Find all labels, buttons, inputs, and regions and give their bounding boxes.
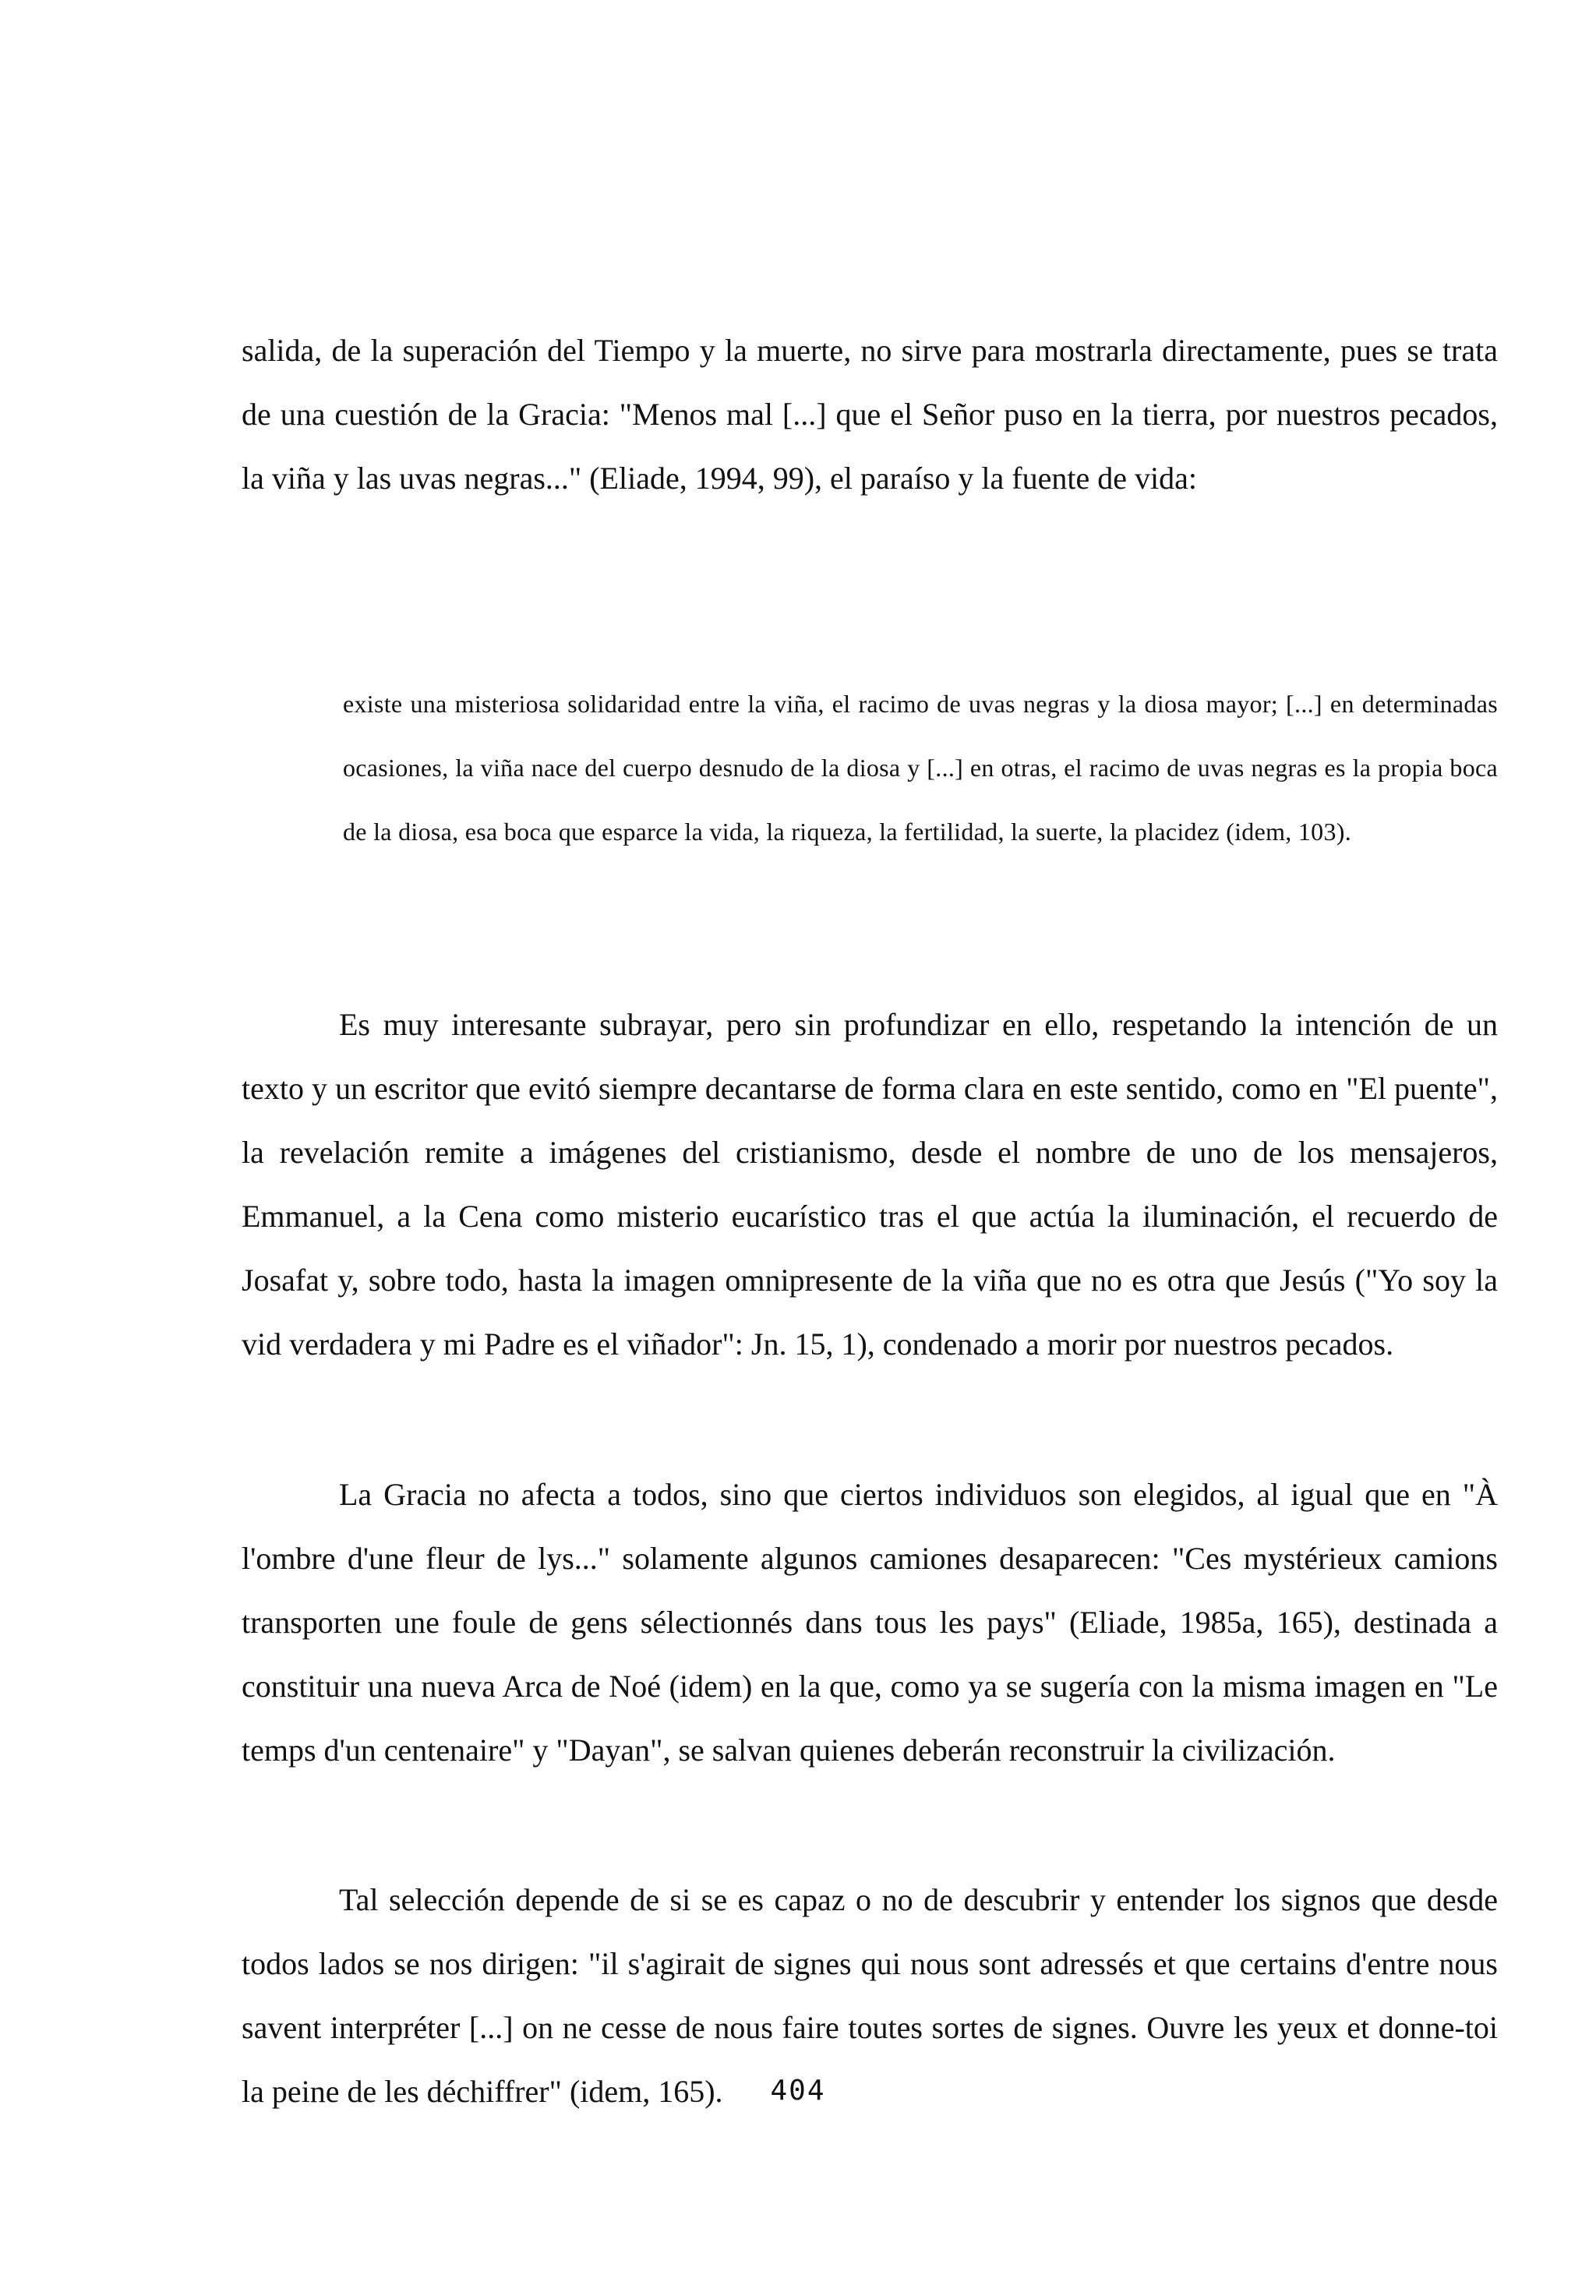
paragraph-revelacion: Es muy interesante subrayar, pero sin profundizar en ello, respetando la intención de un texto y un escritor que evitó siempre decantarse de forma clara en este sentido, como en "El puente", la revelación remite a imágenes del cristianismo, desde el nombre de uno de los mensajeros, Emmanuel, a la Cena como misterio eucarístico tras el que actúa la iluminación, el recuerdo de Josafat y, sobre todo, hasta la imagen omnipresente de la viña que no es otra que Jesús ("Yo soy la vid verdadera y mi Padre es el viñador": Jn. 15, 1), condenado a morir por nuestros pecados. [242, 1007, 1498, 1362]
block-quote: existe una misteriosa solidaridad entre la viña, el racimo de uvas negras y la diosa mayor; [...] en determinadas ocasiones, la viña nace del cuerpo desnudo de la diosa y [...] en otras, el racimo de uvas negras es la propia boca de la diosa, esa boca que esparce la vida, la riqueza, la fertilidad, la suerte, la placidez (idem, 103). [343, 690, 1498, 846]
paragraph-seleccion: Tal selección depende de si se es capaz o no de descubrir y entender los signos que desde todos lados se nos dirigen: "il s'agirait de signes qui nous sont adressés et que certains d'entre nous savent interpréter [...] on ne cesse de nous faire toutes sortes de signes. Ouvre les yeux et donne-toi la peine de les déchiffrer" (idem, 165). [242, 1882, 1498, 2109]
paragraph-gracia: La Gracia no afecta a todos, sino que ciertos individuos son elegidos, al igual que en "À l'ombre d'une fleur de lys..." solamente algunos camiones desaparecen: "Ces mystérieux camions transporten une foule de gens sélectionnés dans tous les pays" (Eliade, 1985a, 165), destinada a constituir una nueva Arca de Noé (idem) en la que, como ya se sugería con la misma imagen en "Le temps d'un centenaire" y "Dayan", se salvan quienes deberán reconstruir la civilización. [242, 1477, 1498, 1768]
paragraph-continuation: salida, de la superación del Tiempo y la muerte, no sirve para mostrarla directamente, pues se trata de una cuestión de la Gracia: "Menos mal [...] que el Señor puso en la tierra, por nuestros pecados, la viña y las uvas negras..." (Eliade, 1994, 99), el paraíso y la fuente de vida: [242, 333, 1498, 496]
page-number: 404 [770, 2075, 826, 2107]
